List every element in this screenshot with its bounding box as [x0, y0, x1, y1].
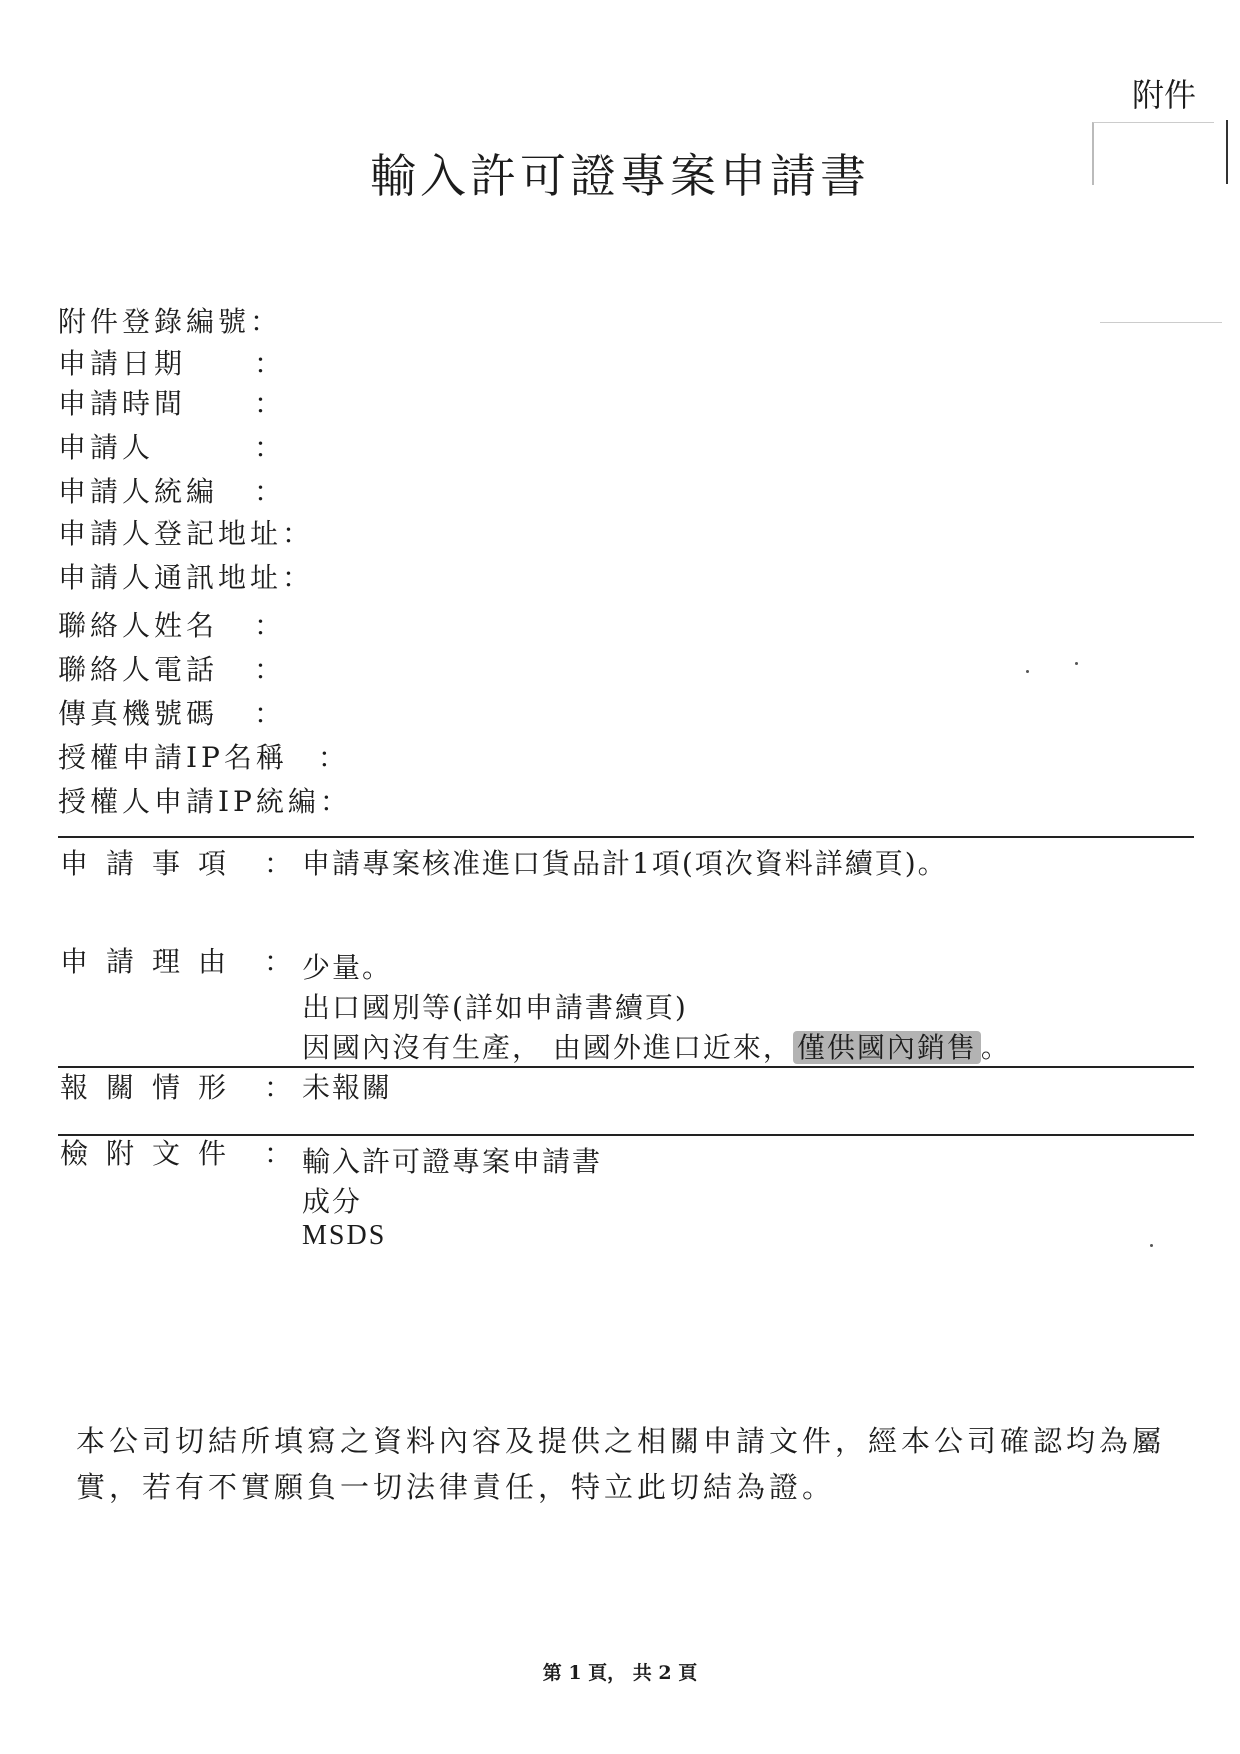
field-colon: ： [254, 475, 287, 508]
page-number: 第 1 頁， 共 2 頁 [542, 1662, 698, 1684]
attachment-item: MSDS [302, 1220, 387, 1251]
reason-line-3-prefix: 因國內沒有生產， 由國外進口近來， [302, 1031, 793, 1064]
field-colon: ： [317, 741, 350, 774]
section-colon: ： [264, 1071, 293, 1104]
section-label-customs: 報關情形 [60, 1071, 245, 1104]
field-label: 傳真機號碼 [58, 697, 219, 730]
highlighted-text: 僅供國內銷售 [793, 1031, 981, 1064]
field-label: 申請人登記地址 [58, 517, 283, 550]
declaration-text: 本公司切結所填寫之資料內容及提供之相關申請文件，經本公司確認均為屬實，若有不實願負一切法律責任，特立此切結為證。 [76, 1424, 1166, 1504]
attachment-item: 輸入許可證專案申請書 [302, 1145, 603, 1178]
section-colon: ： [264, 847, 293, 880]
field-colon: ： [254, 347, 287, 380]
section-label-application-item: 申請事項 [60, 847, 245, 880]
corner-rule [1100, 322, 1222, 323]
field-attachment-reg-no [58, 300, 282, 340]
field-label: 申請人統編 [58, 475, 219, 508]
field-label: 申請人 [58, 431, 155, 464]
field-colon: ： [254, 697, 287, 730]
scan-speck [1150, 1244, 1153, 1247]
section-label-reason: 申請理由 [60, 945, 245, 978]
field-label: 附件登錄編號 [58, 305, 251, 338]
document-title: 輸入許可證專案申請書 [370, 149, 870, 203]
application-item-text: 申請專案核准進口貨品計1項(項次資料詳續頁)。 [302, 847, 948, 880]
reason-line-3 [302, 1026, 1011, 1066]
scan-speck [1026, 670, 1029, 673]
field-colon: ： [254, 653, 287, 686]
field-label: 申請日期 [58, 347, 187, 380]
divider-line [58, 836, 1194, 838]
field-colon: ： [319, 785, 352, 818]
field-label: 申請時間 [58, 387, 187, 420]
field-application-date [58, 342, 286, 382]
field-label: 申請人通訊地址 [58, 561, 283, 594]
field-label: 聯絡人電話 [58, 653, 219, 686]
reason-line-1: 少量。 [302, 951, 393, 984]
field-label: 聯絡人姓名 [58, 609, 219, 642]
attachment-item: 成分 [302, 1185, 363, 1218]
field-applicant [58, 426, 286, 466]
field-application-time [58, 382, 286, 422]
scan-speck [1075, 662, 1078, 665]
field-contact-phone [58, 648, 286, 688]
section-colon: ： [264, 1137, 293, 1170]
customs-status-text: 未報關 [302, 1071, 393, 1104]
field-mailing-address [58, 556, 314, 596]
attachment-mark: 附件 [1132, 76, 1197, 114]
field-colon: ： [282, 561, 315, 594]
field-authorized-ip-tax-id [58, 780, 352, 820]
field-registered-address [58, 512, 314, 552]
field-label: 授權申請IP名稱 [58, 741, 288, 774]
field-fax-number [58, 692, 286, 732]
field-colon: ： [254, 387, 287, 420]
section-colon: ： [264, 945, 293, 978]
section-label-attachments: 檢附文件 [60, 1137, 245, 1170]
field-colon: ： [254, 431, 287, 464]
field-authorized-ip-name [58, 736, 350, 776]
field-label: 授權人申請IP統編 [58, 785, 320, 818]
field-colon: ： [282, 517, 315, 550]
field-applicant-tax-id [58, 470, 286, 510]
field-colon: ： [250, 305, 283, 338]
reason-line-2: 出口國別等(詳如申請書續頁) [302, 991, 688, 1024]
field-colon: ： [254, 609, 287, 642]
field-contact-name [58, 604, 286, 644]
reason-line-3-suffix: 。 [980, 1031, 1011, 1064]
